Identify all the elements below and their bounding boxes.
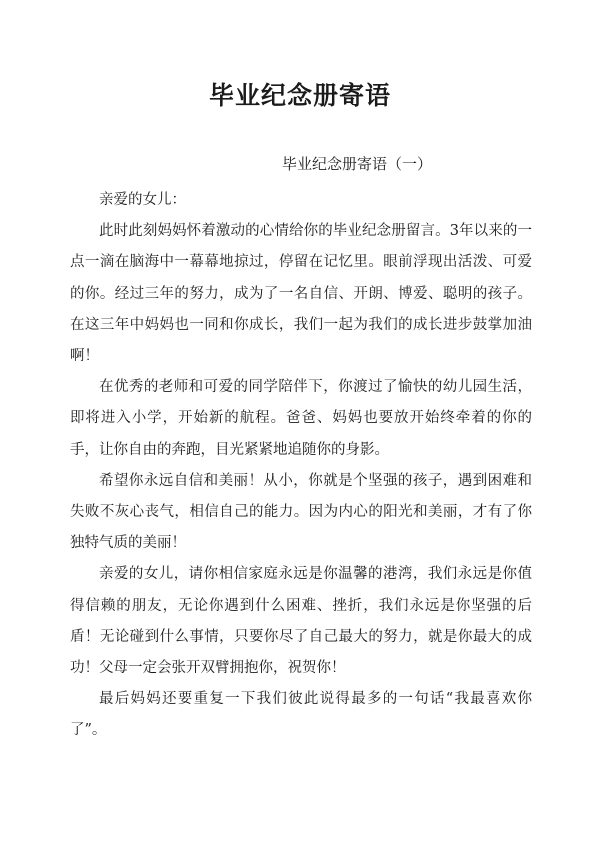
body-paragraph: 亲爱的女儿，请你相信家庭永远是你温馨的港湾，我们永远是你值得信赖的朋友，无论你遇到什么困难、挫折，我们永远是你坚强的后盾！无论碰到什么事情，只要你尽了自己最大的努力，就是你最大的成功！父母一定会张开双臂拥抱你，祝贺你！ <box>70 566 532 677</box>
closing-paragraph: 最后妈妈还要重复一下我们彼此说得最多的一句话“我最喜欢你了”。 <box>70 691 532 739</box>
body-paragraph: 在优秀的老师和可爱的同学陪伴下，你渡过了愉快的幼儿园生活，即将进入小学，开始新的航程。爸爸、妈妈也要放开始终牵着的你的手，让你自由的奔跑，目光紧紧地追随你的身影。 <box>70 379 532 458</box>
document-subtitle: 毕业纪念册寄语（一） <box>282 155 433 173</box>
body-paragraph: 此时此刻妈妈怀着激动的心情给你的毕业纪念册留言。3年以来的一点一滴在脑海中一幕幕地掠过，停留在记忆里。眼前浮现出活泼、可爱的你。经过三年的努力，成为了一名自信、开朗、博爱、聪明的孩子。在这三年中妈妈也一同和你成长，我们一起为我们的成长进步鼓掌加油啊！ <box>70 223 532 365</box>
document-title: 毕业纪念册寄语 <box>208 81 391 110</box>
document-body <box>70 185 532 747</box>
greeting-paragraph: 亲爱的女儿： <box>99 192 186 208</box>
body-paragraph: 希望你永远自信和美丽！从小，你就是个坚强的孩子，遇到困难和失败不灰心丧气，相信自己的能力。因为内心的阳光和美丽，才有了你独特气质的美丽！ <box>70 472 532 552</box>
